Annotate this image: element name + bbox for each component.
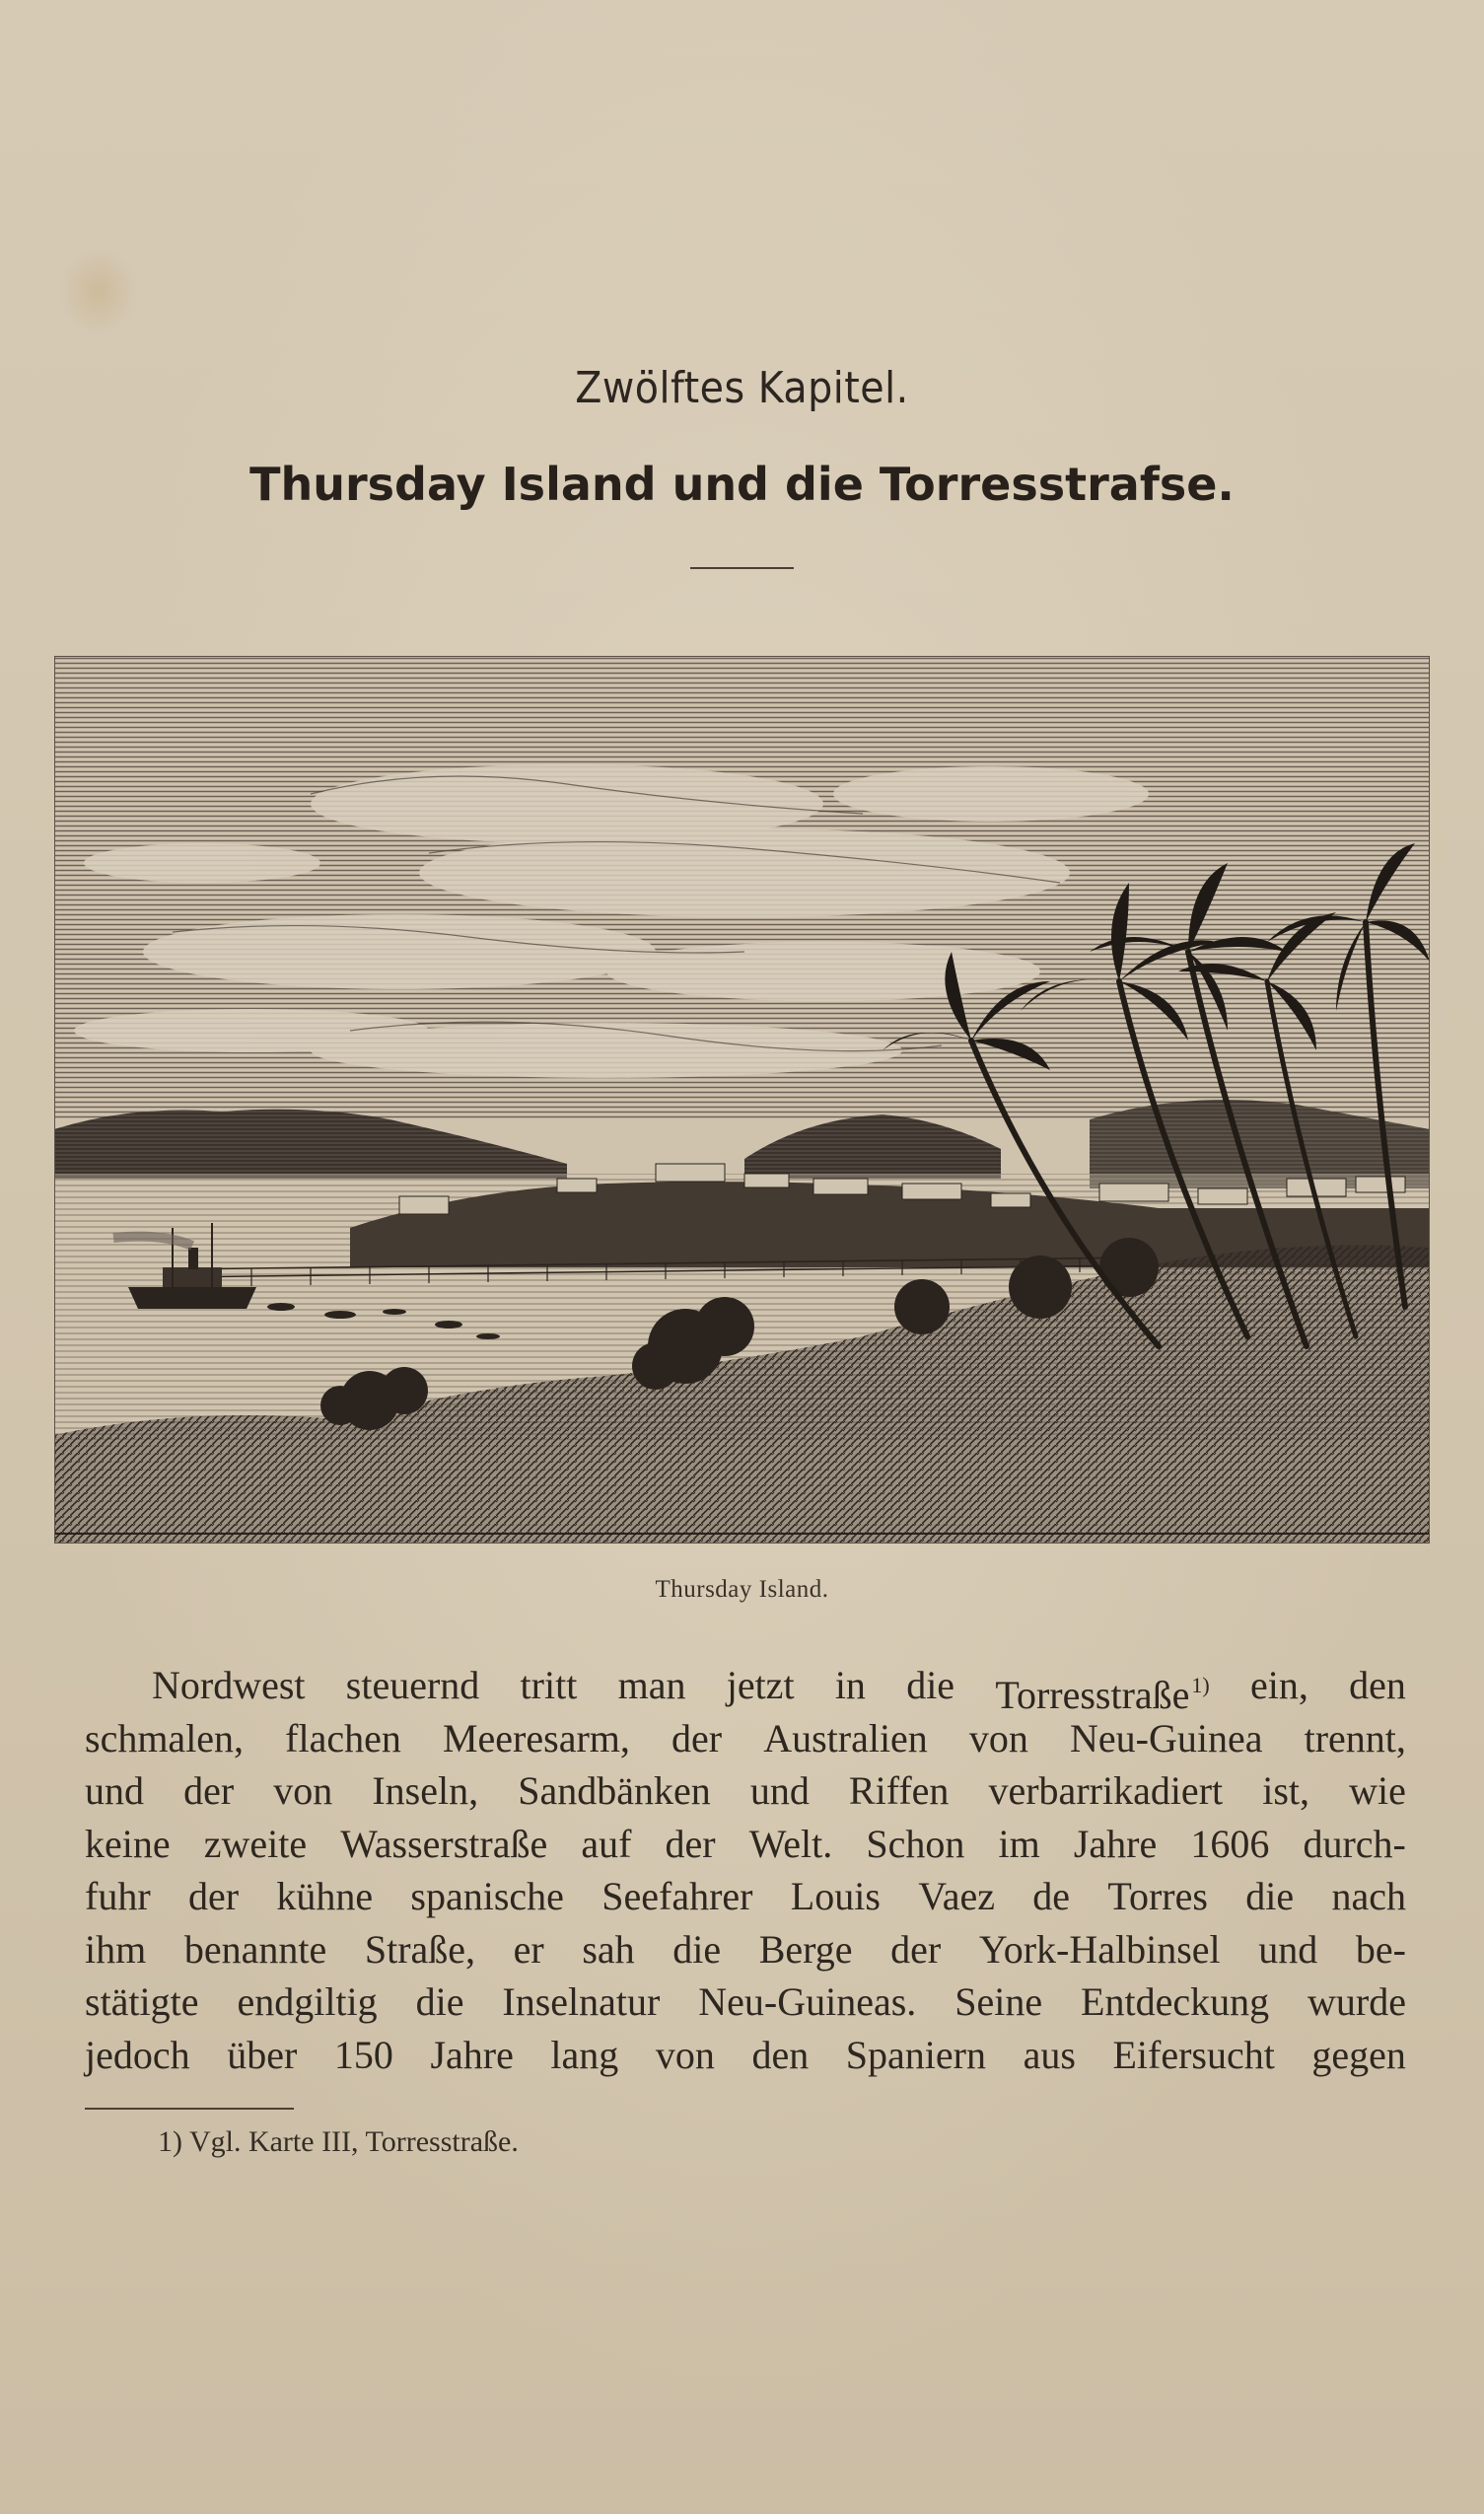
word: der bbox=[890, 1926, 942, 1972]
word: schmalen, bbox=[85, 1715, 245, 1760]
word: die bbox=[1245, 1874, 1295, 1918]
text-line-7 bbox=[85, 1975, 1406, 2029]
title-rule bbox=[690, 567, 794, 569]
text-line-6 bbox=[85, 1923, 1406, 1976]
word: und bbox=[749, 1768, 810, 1813]
word: Wasserstraße bbox=[340, 1821, 548, 1866]
word: Sandbänken bbox=[518, 1768, 711, 1813]
word: Torres bbox=[1107, 1874, 1208, 1918]
word: verbarrikadiert bbox=[988, 1768, 1224, 1813]
word: Australien bbox=[763, 1715, 928, 1760]
word: durch- bbox=[1303, 1821, 1406, 1866]
word: steuernd bbox=[345, 1663, 480, 1707]
footnote: 1) Vgl. Karte III, Torresstraße. bbox=[158, 2125, 519, 2158]
text-line-5 bbox=[85, 1870, 1406, 1923]
word: trennt, bbox=[1304, 1715, 1406, 1760]
word: 150 bbox=[333, 2032, 393, 2077]
word: Nordwest bbox=[152, 1663, 306, 1707]
word: ist, bbox=[1262, 1768, 1310, 1813]
word: jetzt bbox=[726, 1663, 795, 1707]
word: de bbox=[1032, 1874, 1071, 1918]
word: der bbox=[665, 1821, 716, 1866]
word: Schon bbox=[866, 1821, 965, 1866]
word: Inseln, bbox=[372, 1768, 479, 1813]
word: jedoch bbox=[85, 2032, 190, 2077]
word: von bbox=[655, 2032, 715, 2077]
word: Inselnatur bbox=[502, 1979, 661, 2024]
word: gegen bbox=[1311, 2032, 1406, 2077]
word: und bbox=[1258, 1926, 1318, 1972]
word: die bbox=[672, 1926, 722, 1972]
word: Eifersucht bbox=[1112, 2032, 1275, 2077]
word: flachen bbox=[285, 1715, 401, 1760]
word: sah bbox=[582, 1926, 635, 1972]
word: be- bbox=[1355, 1926, 1406, 1972]
word: aus bbox=[1023, 2032, 1076, 2077]
word: der bbox=[671, 1715, 723, 1760]
word: über bbox=[227, 2032, 298, 2077]
word: im bbox=[998, 1821, 1040, 1866]
word: den bbox=[751, 2032, 810, 2077]
word: Seefahrer bbox=[601, 1874, 753, 1918]
word: York-Halbinsel bbox=[978, 1926, 1221, 1972]
word: fuhr bbox=[85, 1874, 151, 1918]
word: Jahre bbox=[430, 2032, 514, 2077]
word: der bbox=[183, 1768, 235, 1813]
word: die bbox=[906, 1663, 955, 1707]
word: die bbox=[415, 1979, 464, 2024]
text-line-1 bbox=[85, 1659, 1406, 1717]
word: Neu-Guinea bbox=[1070, 1715, 1263, 1760]
word: wie bbox=[1349, 1768, 1406, 1813]
word: Berge bbox=[758, 1926, 853, 1972]
text-line-2 bbox=[85, 1712, 1406, 1765]
word: zweite bbox=[203, 1821, 308, 1866]
word: ihm bbox=[85, 1926, 147, 1972]
word: wurde bbox=[1307, 1979, 1406, 2024]
figure-caption: Thursday Island. bbox=[655, 1576, 829, 1603]
text-line-4 bbox=[85, 1818, 1406, 1871]
word: tritt bbox=[520, 1663, 578, 1707]
chapter-label: Zwölftes Kapitel. bbox=[575, 363, 909, 413]
engraving-svg bbox=[54, 656, 1430, 1544]
word-with-footnote bbox=[995, 1659, 1210, 1717]
word: Spaniern bbox=[845, 2032, 986, 2077]
chapter-title: Thursday Island und die Torresstrafse. bbox=[249, 458, 1235, 511]
word: benannte bbox=[183, 1926, 327, 1972]
word: stätigte bbox=[85, 1979, 199, 2024]
word: Entdeckung bbox=[1081, 1979, 1270, 2024]
word: Louis bbox=[790, 1874, 881, 1918]
word: von bbox=[273, 1768, 333, 1813]
word: von bbox=[968, 1715, 1028, 1760]
word: 1606 bbox=[1190, 1821, 1270, 1866]
word: Torresstraße bbox=[995, 1673, 1190, 1717]
word: endgiltig bbox=[237, 1979, 378, 2024]
paper-stain bbox=[59, 247, 138, 335]
footnote-rule bbox=[85, 2108, 294, 2110]
footnote-marker: 1) bbox=[1191, 1673, 1210, 1697]
engraving-illustration bbox=[54, 656, 1430, 1544]
word: man bbox=[617, 1663, 686, 1707]
word: nach bbox=[1331, 1874, 1406, 1918]
word: keine bbox=[85, 1821, 171, 1866]
word: lang bbox=[550, 2032, 619, 2077]
word: in bbox=[834, 1663, 866, 1707]
word: spanische bbox=[410, 1874, 564, 1918]
word: den bbox=[1349, 1663, 1406, 1707]
word: Jahre bbox=[1073, 1821, 1158, 1866]
word: Straße, bbox=[364, 1926, 476, 1972]
text-line-3 bbox=[85, 1764, 1406, 1818]
word: Vaez bbox=[918, 1874, 995, 1918]
text-line-8 bbox=[85, 2029, 1406, 2082]
word: ein, bbox=[1250, 1663, 1308, 1707]
word: auf bbox=[581, 1821, 632, 1866]
word: Neu-Guineas. bbox=[698, 1979, 917, 2024]
word: er bbox=[513, 1926, 544, 1972]
word: Welt. bbox=[748, 1821, 833, 1866]
word: Seine bbox=[954, 1979, 1043, 2024]
word: und bbox=[85, 1768, 144, 1813]
body-text bbox=[85, 1659, 1406, 2081]
word: kühne bbox=[276, 1874, 374, 1918]
word: Meeresarm, bbox=[442, 1715, 630, 1760]
word: Riffen bbox=[848, 1768, 950, 1813]
word: der bbox=[187, 1874, 240, 1918]
